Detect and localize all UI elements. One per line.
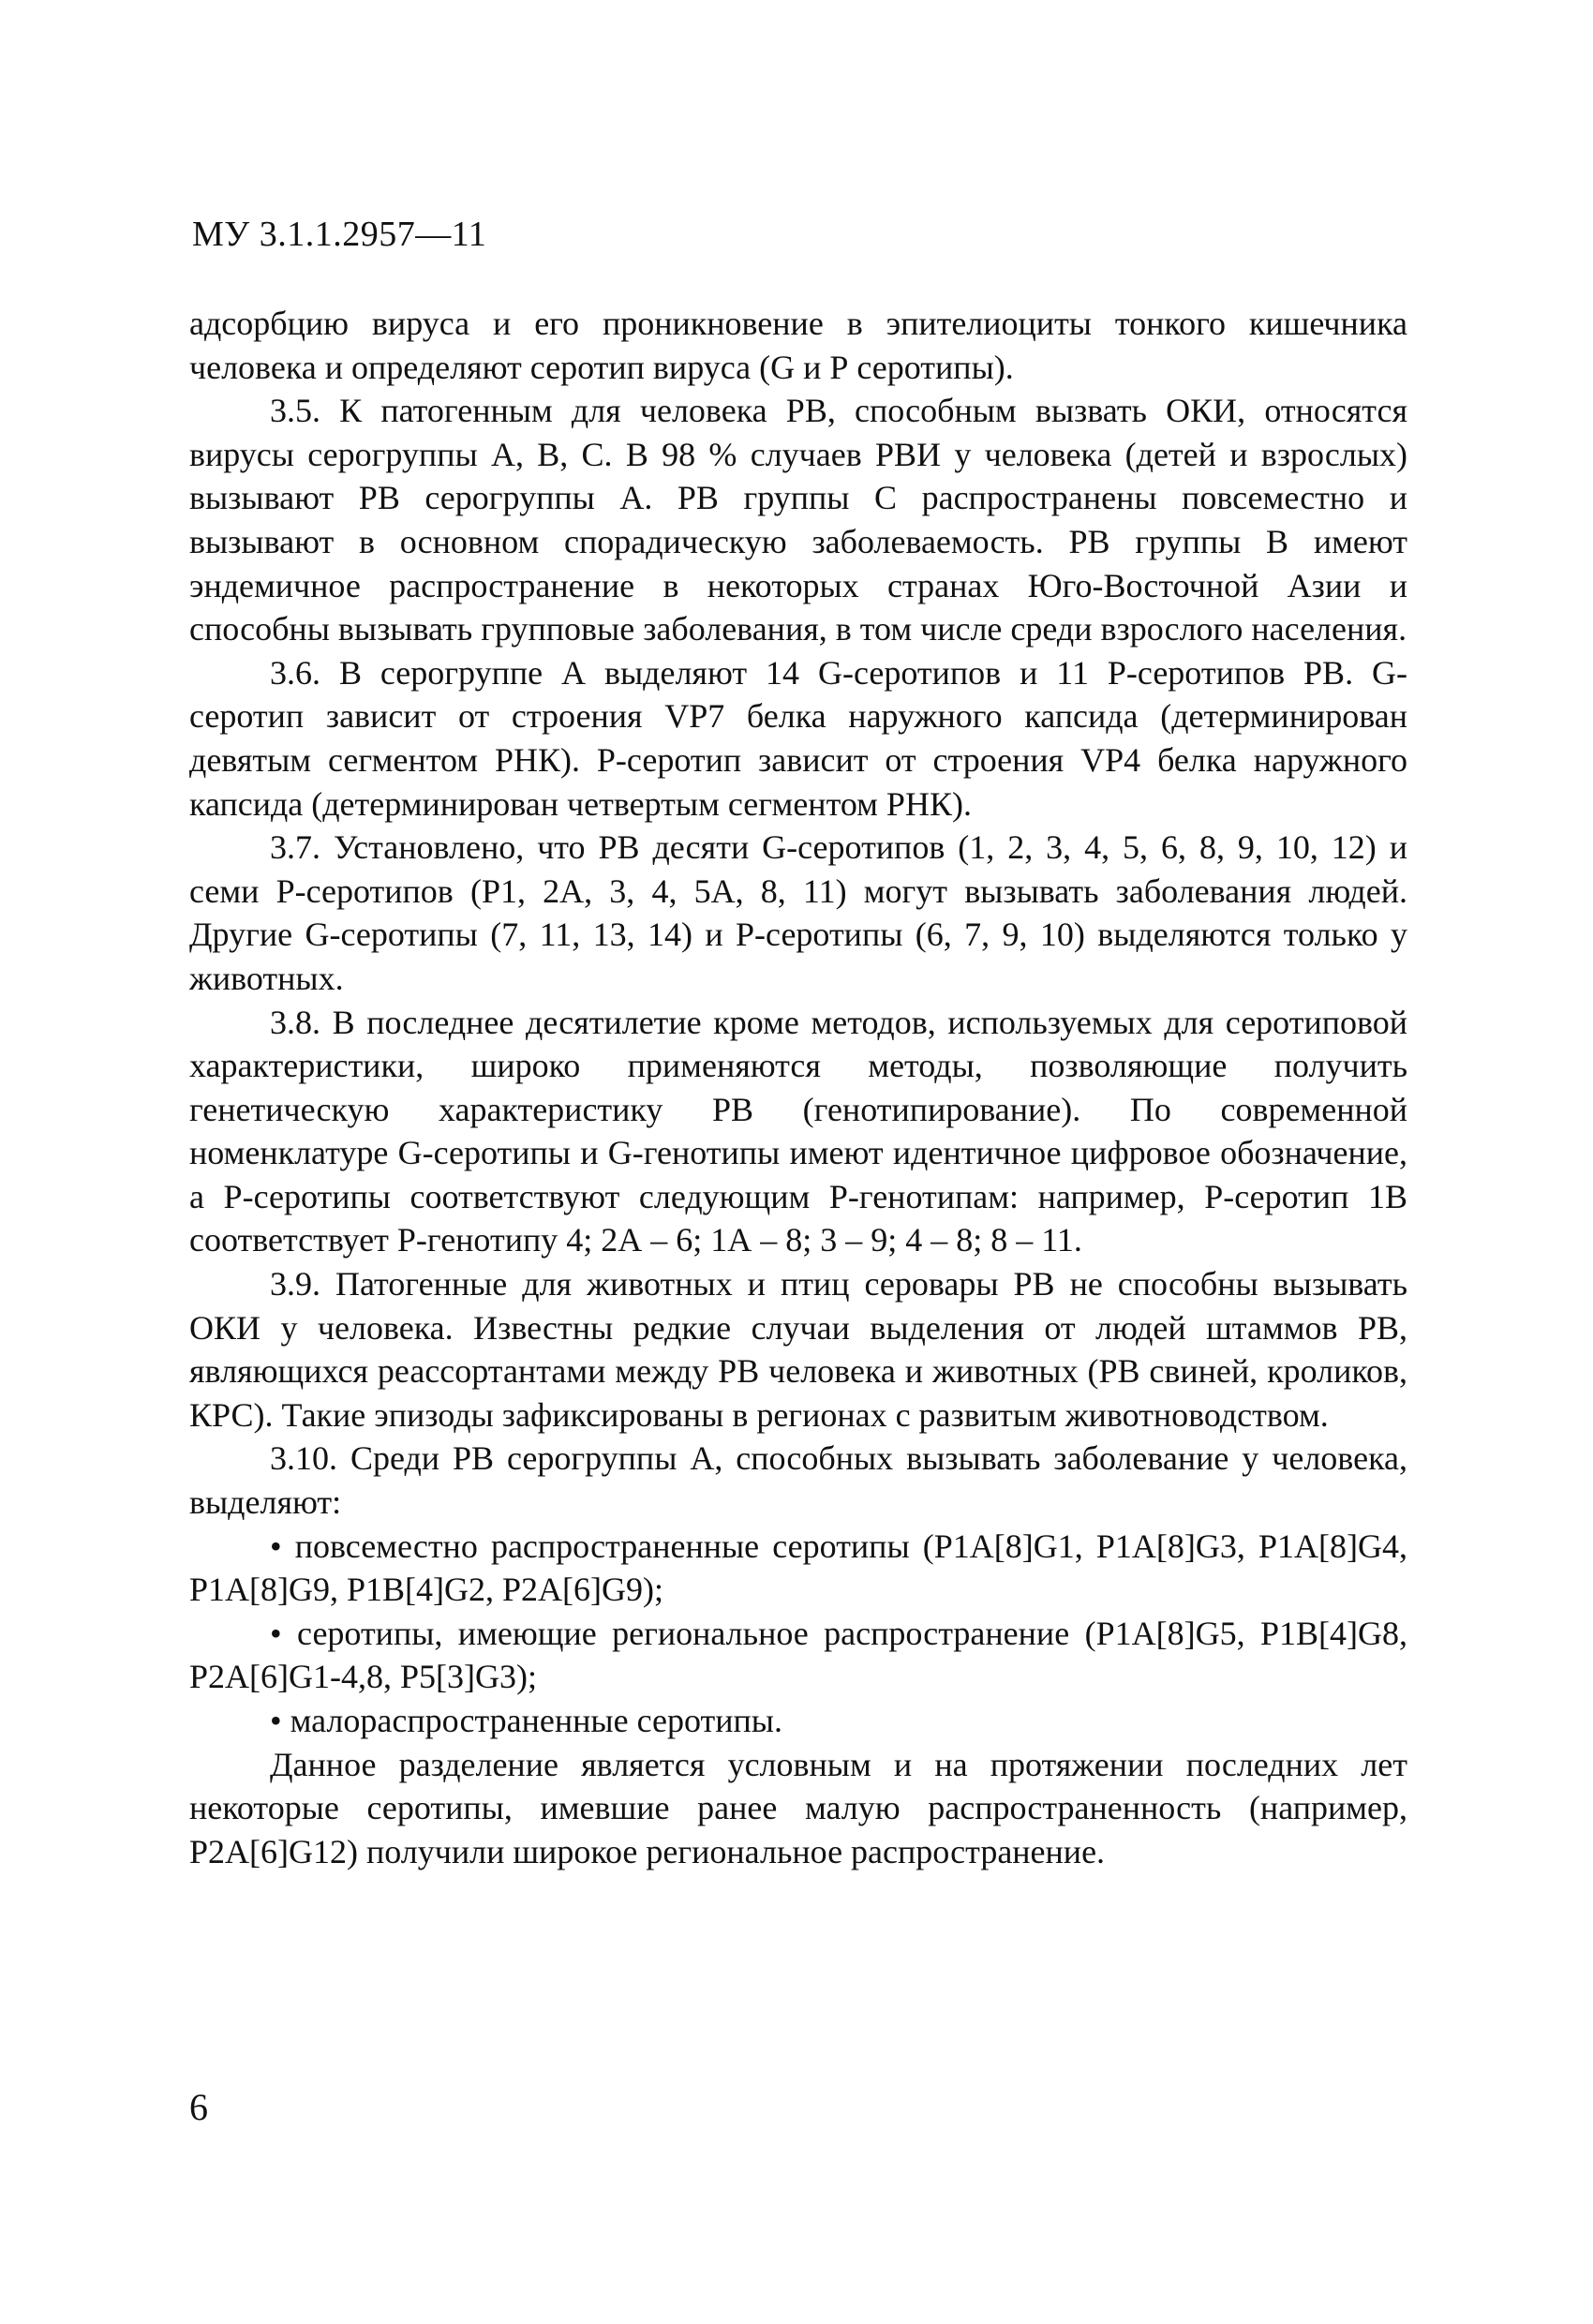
paragraph-closing: Данное разделение является условным и на протяжении последних лет некоторые серотипы, имевшие ранее малую распространенность (например, P2A[6]G12) получили широкое региональное распространение. <box>189 1745 1407 1870</box>
document-code-header: МУ 3.1.1.2957—11 <box>192 215 487 254</box>
paragraph-3-5: 3.5. К патогенным для человека РВ, способным вызвать ОКИ, относятся вирусы серогруппы А, В, С. В 98 % случаев РВИ у человека (детей и взрослых) вызывают РВ серогруппы А. РВ группы С распространены повсеместно и вызывают в основном спорадическую заболеваемость. РВ группы В имеют эндемичное распространение в некоторых странах Юго-Восточной Азии и способны вызывать групповые заболевания, в том числе среди взрослого населения. <box>189 392 1407 648</box>
paragraph-3-10: 3.10. Среди РВ серогруппы А, способных вызывать заболевание у человека, выделяют: <box>189 1439 1407 1522</box>
document-body <box>189 302 1407 1873</box>
list-item-rare-serotypes: • малораспространенные серотипы. <box>270 1702 782 1739</box>
paragraph-3-8: 3.8. В последнее десятилетие кроме методов, используемых для серотиповой характеристики, широко применяются методы, позволяющие получить генетическую характеристику РВ (генотипирование). По современной номенклатуре G-серотипы и G-генотипы имеют идентичное цифровое обозначение, а Р-серотипы соответствуют следующим Р-генотипам: например, Р-серотип 1В соответствует Р-генотипу 4; 2А – 6; 1А – 8; 3 – 9; 4 – 8; 8 – 11. <box>189 1003 1407 1259</box>
paragraph-3-9: 3.9. Патогенные для животных и птиц серовары РВ не способны вызывать ОКИ у человека. Известны редкие случаи выделения от людей штаммов РВ, являющихся реассортантами между РВ человека и животных (РВ свиней, кроликов, КРС). Такие эпизоды зафиксированы в регионах с развитым животноводством. <box>189 1265 1407 1434</box>
paragraph-3-7: 3.7. Установлено, что РВ десяти G-серотипов (1, 2, 3, 4, 5, 6, 8, 9, 10, 12) и семи Р-серотипов (Р1, 2А, 3, 4, 5А, 8, 11) могут вызывать заболевания людей. Другие G-серотипы (7, 11, 13, 14) и Р-серотипы (6, 7, 9, 10) выделяются только у животных. <box>189 828 1407 997</box>
paragraph-continuation: адсорбцию вируса и его проникновение в эпителиоциты тонкого кишечника человека и определяют серотип вируса (G и Р серотипы). <box>189 305 1407 386</box>
page-number: 6 <box>189 2086 208 2128</box>
list-item-widespread-serotypes: • повсеместно распространенные серотипы (P1A[8]G1, P1A[8]G3, P1A[8]G4, P1A[8]G9, P1B[4]G2, P2A[6]G9); <box>189 1527 1407 1609</box>
paragraph-3-6: 3.6. В серогруппе А выделяют 14 G-серотипов и 11 Р-серотипов РВ. G-серотип зависит от строения VP7 белка наружного капсида (детерминирован девятым сегментом РНК). Р-серотип зависит от строения VP4 белка наружного капсида (детерминирован четвертым сегментом РНК). <box>189 653 1407 823</box>
list-item-regional-serotypes: • серотипы, имеющие региональное распространение (P1A[8]G5, P1B[4]G8, P2A[6]G1-4,8, P5[3]G3); <box>189 1614 1407 1696</box>
